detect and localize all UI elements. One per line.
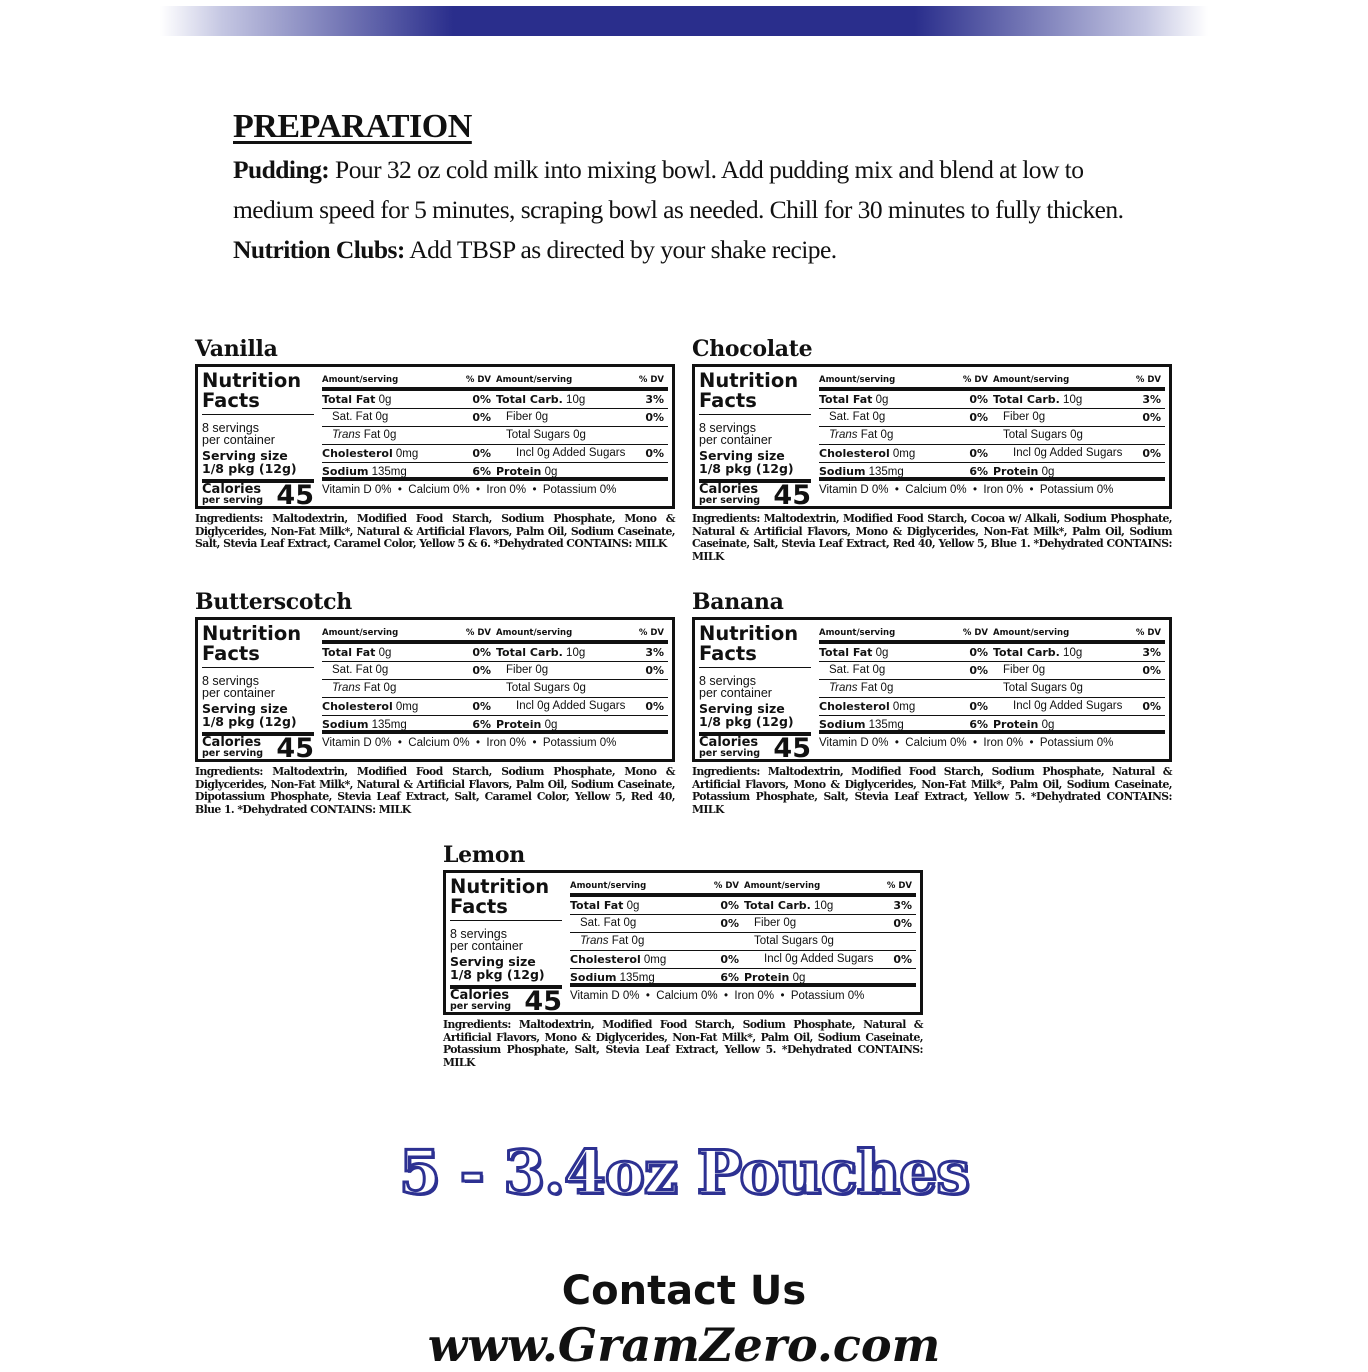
table-row: Total Fat 0g 0% Total Carb. 10g 3% bbox=[322, 644, 668, 662]
nutrition-facts-title: Nutrition Facts bbox=[699, 369, 799, 412]
flavor-panel-chocolate bbox=[692, 336, 1172, 563]
serving-size: Serving size 1/8 pkg (12g) bbox=[699, 448, 794, 476]
table-row: Total Fat 0g 0% Total Carb. 10g 3% bbox=[819, 644, 1165, 662]
calories-value: 45 bbox=[276, 480, 314, 511]
calories-row bbox=[202, 733, 314, 764]
preparation-heading: PREPARATION bbox=[233, 108, 472, 145]
flavor-name: Banana bbox=[692, 589, 784, 615]
nutrition-clubs-label: Nutrition Clubs: bbox=[233, 235, 405, 264]
table-row: Trans Fat 0g Total Sugars 0g bbox=[819, 427, 1165, 445]
nutrient-table bbox=[570, 877, 916, 1011]
calories-label: Calories bbox=[450, 988, 510, 1003]
table-row: Trans Fat 0g Total Sugars 0g bbox=[819, 680, 1165, 698]
calories-row bbox=[202, 480, 314, 511]
divider bbox=[699, 414, 811, 415]
flavor-name: Chocolate bbox=[692, 336, 813, 362]
flavor-panel-banana bbox=[692, 589, 1172, 816]
calories-row bbox=[699, 480, 811, 511]
nutrient-table bbox=[819, 624, 1165, 758]
table-header: Amount/serving % DV Amount/serving % DV bbox=[322, 371, 668, 391]
calories-row bbox=[450, 986, 562, 1017]
serving-size: Serving size 1/8 pkg (12g) bbox=[202, 701, 297, 729]
nutrient-table bbox=[322, 371, 668, 505]
table-row: Sodium 135mg 6% Protein 0g bbox=[819, 463, 1165, 481]
nutrition-facts-summary bbox=[202, 622, 314, 764]
nutrition-facts-summary bbox=[450, 875, 562, 1017]
table-row: Trans Fat 0g Total Sugars 0g bbox=[322, 427, 668, 445]
table-row: Sat. Fat 0g 0% Fiber 0g 0% bbox=[570, 915, 916, 933]
divider bbox=[202, 414, 314, 415]
nutrition-facts-summary bbox=[699, 369, 811, 511]
header-gradient-band bbox=[160, 6, 1208, 36]
vitamins-row: Vitamin D 0% • Calcium 0% • Iron 0% • Potassium 0% bbox=[819, 737, 1114, 749]
calories-label: Calories bbox=[699, 482, 759, 497]
nutrient-table bbox=[322, 624, 668, 758]
flavor-panel-vanilla bbox=[195, 336, 675, 551]
calories-row bbox=[699, 733, 811, 764]
table-row: Sat. Fat 0g 0% Fiber 0g 0% bbox=[819, 409, 1165, 427]
nutrition-facts-label bbox=[195, 617, 675, 762]
calories-value: 45 bbox=[773, 733, 811, 764]
table-header: Amount/serving % DV Amount/serving % DV bbox=[322, 624, 668, 644]
nutrition-facts-title: Nutrition Facts bbox=[699, 622, 799, 665]
pudding-text: Pour 32 oz cold milk into mixing bowl. Add pudding mix and blend at low to medium speed for 5 minutes, scraping bowl as needed. Chill for 30 minutes to fully thicken. bbox=[233, 155, 1124, 224]
calories-label: Calories bbox=[699, 735, 759, 750]
flavor-panel-lemon bbox=[443, 842, 923, 1069]
nutrition-facts-title: Nutrition Facts bbox=[450, 875, 550, 918]
table-header: Amount/serving % DV Amount/serving % DV bbox=[570, 877, 916, 897]
preparation-instructions bbox=[233, 150, 1153, 270]
table-row: Cholesterol 0mg 0% Incl 0g Added Sugars 0% bbox=[322, 698, 668, 716]
nutrition-facts-title: Nutrition Facts bbox=[202, 622, 302, 665]
flavor-panel-butterscotch bbox=[195, 589, 675, 816]
table-row: Total Fat 0g 0% Total Carb. 10g 3% bbox=[570, 897, 916, 915]
website-link[interactable]: www.GramZero.com bbox=[427, 1318, 941, 1372]
table-row: Sodium 135mg 6% Protein 0g bbox=[570, 969, 916, 987]
preparation-section bbox=[233, 108, 1153, 270]
table-header: Amount/serving % DV Amount/serving % DV bbox=[819, 371, 1165, 391]
nutrition-facts-label bbox=[443, 870, 923, 1015]
ingredients-text: Ingredients: Maltodextrin, Modified Food Starch, Sodium Phosphate, Natural & Artificial Flavors, Mono & Diglycerides, Non-Fat Milk*, Palm Oil, Sodium Caseinate, Potassium Phosphate, Salt, Stevia Leaf Extract, Yellow 5. *Dehydrated CONTAINS: MILK bbox=[443, 1018, 923, 1069]
servings-per-container: 8 servings per container bbox=[202, 421, 275, 447]
nutrition-facts-label bbox=[692, 364, 1172, 509]
table-row: Sodium 135mg 6% Protein 0g bbox=[322, 463, 668, 481]
servings-per-container: 8 servings per container bbox=[450, 927, 523, 953]
flavor-name: Vanilla bbox=[195, 336, 278, 362]
calories-sub: per serving bbox=[699, 495, 761, 506]
calories-label: Calories bbox=[202, 482, 262, 497]
table-row: Sat. Fat 0g 0% Fiber 0g 0% bbox=[322, 409, 668, 427]
ingredients-text: Ingredients: Maltodextrin, Modified Food Starch, Cocoa w/ Alkali, Sodium Phosphate, Natural & Artificial Flavors, Mono & Diglycerides, Non-Fat Milk*, Palm Oil, Sodium Caseinate, Salt, Stevia Leaf Extract, Red 40, Yellow 5, Blue 1. *Dehydrated CONTAINS: MILK bbox=[692, 512, 1172, 563]
table-row: Sodium 135mg 6% Protein 0g bbox=[322, 716, 668, 734]
table-row: Sodium 135mg 6% Protein 0g bbox=[819, 716, 1165, 734]
ingredients-text: Ingredients: Maltodextrin, Modified Food Starch, Sodium Phosphate, Natural & Artificial Flavors, Mono & Diglycerides, Non-Fat Milk*, Palm Oil, Sodium Caseinate, Potassium Phosphate, Salt, Stevia Leaf Extract, Yellow 5. *Dehydrated CONTAINS: MILK bbox=[692, 765, 1172, 816]
nutrition-clubs-text: Add TBSP as directed by your shake recipe. bbox=[404, 235, 837, 264]
vitamins-row: Vitamin D 0% • Calcium 0% • Iron 0% • Potassium 0% bbox=[819, 484, 1114, 496]
nutrient-table bbox=[819, 371, 1165, 505]
servings-per-container: 8 servings per container bbox=[202, 674, 275, 700]
servings-per-container: 8 servings per container bbox=[699, 421, 772, 447]
calories-value: 45 bbox=[773, 480, 811, 511]
serving-size: Serving size 1/8 pkg (12g) bbox=[202, 448, 297, 476]
contact-title: Contact Us bbox=[561, 1268, 807, 1314]
table-row: Trans Fat 0g Total Sugars 0g bbox=[322, 680, 668, 698]
pudding-label: Pudding: bbox=[233, 155, 330, 184]
table-row: Trans Fat 0g Total Sugars 0g bbox=[570, 933, 916, 951]
vitamins-row: Vitamin D 0% • Calcium 0% • Iron 0% • Potassium 0% bbox=[570, 990, 865, 1002]
calories-label: Calories bbox=[202, 735, 262, 750]
flavor-name: Lemon bbox=[443, 842, 525, 868]
calories-sub: per serving bbox=[450, 1001, 512, 1012]
table-header: Amount/serving % DV Amount/serving % DV bbox=[819, 624, 1165, 644]
table-row: Sat. Fat 0g 0% Fiber 0g 0% bbox=[322, 662, 668, 680]
ingredients-text: Ingredients: Maltodextrin, Modified Food Starch, Sodium Phosphate, Mono & Diglycerides, Non-Fat Milk*, Natural & Artificial Flavors, Palm Oil, Sodium Caseinate, Salt, Stevia Leaf Extract, Caramel Color, Yellow 5 & 6. *Dehydrated CONTAINS: MILK bbox=[195, 512, 675, 550]
calories-sub: per serving bbox=[699, 748, 761, 759]
flavor-name: Butterscotch bbox=[195, 589, 352, 615]
table-row: Cholesterol 0mg 0% Incl 0g Added Sugars 0% bbox=[322, 445, 668, 463]
nutrition-facts-title: Nutrition Facts bbox=[202, 369, 302, 412]
vitamins-row: Vitamin D 0% • Calcium 0% • Iron 0% • Potassium 0% bbox=[322, 484, 617, 496]
calories-sub: per serving bbox=[202, 748, 264, 759]
ingredients-text: Ingredients: Maltodextrin, Modified Food Starch, Sodium Phosphate, Mono & Diglycerides, Non-Fat Milk*, Natural & Artificial Flavors, Palm Oil, Sodium Caseinate, Dipotassium Phosphate, Stevia Leaf Extract, Salt, Caramel Color, Yellow 5, Red 40, Blue 1. *Dehydrated CONTAINS: MILK bbox=[195, 765, 675, 816]
calories-sub: per serving bbox=[202, 495, 264, 506]
table-row: Total Fat 0g 0% Total Carb. 10g 3% bbox=[322, 391, 668, 409]
nutrition-facts-label bbox=[692, 617, 1172, 762]
servings-per-container: 8 servings per container bbox=[699, 674, 772, 700]
table-row: Total Fat 0g 0% Total Carb. 10g 3% bbox=[819, 391, 1165, 409]
calories-value: 45 bbox=[276, 733, 314, 764]
table-row: Cholesterol 0mg 0% Incl 0g Added Sugars 0% bbox=[819, 445, 1165, 463]
serving-size: Serving size 1/8 pkg (12g) bbox=[699, 701, 794, 729]
table-row: Sat. Fat 0g 0% Fiber 0g 0% bbox=[819, 662, 1165, 680]
table-row: Cholesterol 0mg 0% Incl 0g Added Sugars 0% bbox=[570, 951, 916, 969]
calories-value: 45 bbox=[524, 986, 562, 1017]
nutrition-facts-summary bbox=[202, 369, 314, 511]
table-row: Cholesterol 0mg 0% Incl 0g Added Sugars 0% bbox=[819, 698, 1165, 716]
divider bbox=[450, 920, 562, 921]
pouches-banner: 5 - 3.4oz Pouches bbox=[398, 1138, 970, 1208]
vitamins-row: Vitamin D 0% • Calcium 0% • Iron 0% • Potassium 0% bbox=[322, 737, 617, 749]
divider bbox=[699, 667, 811, 668]
nutrition-facts-label bbox=[195, 364, 675, 509]
nutrition-facts-summary bbox=[699, 622, 811, 764]
divider bbox=[202, 667, 314, 668]
serving-size: Serving size 1/8 pkg (12g) bbox=[450, 954, 545, 982]
